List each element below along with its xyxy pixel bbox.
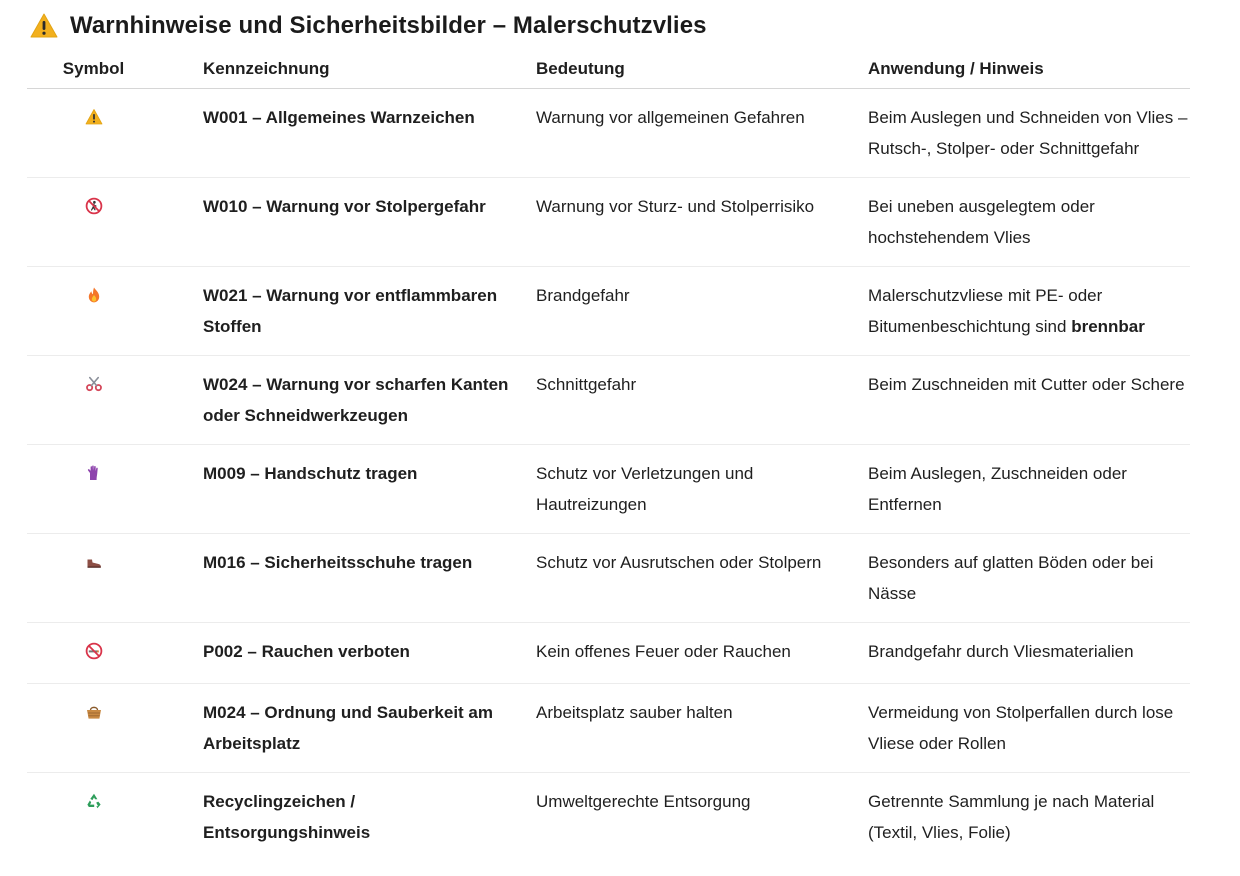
sign-note-cell bbox=[868, 89, 1190, 178]
table-row bbox=[27, 773, 1190, 862]
sign-note-cell bbox=[868, 267, 1190, 356]
sign-code-cell: W024 – Warnung vor scharfen Kanten oder Schneidwerkzeugen bbox=[160, 356, 536, 445]
note-emphasis: brennbar bbox=[1071, 317, 1145, 336]
sign-code-cell: W010 – Warnung vor Stolpergefahr bbox=[160, 178, 536, 267]
column-header-code: Kennzeichnung bbox=[160, 50, 536, 89]
safety-signs-table bbox=[27, 50, 1190, 861]
note-text: Beim Auslegen und Schneiden von Vlies – Rutsch-, Stolper- oder Schnittgefahr bbox=[868, 108, 1188, 158]
warning-triangle-icon bbox=[30, 12, 58, 40]
glove-icon bbox=[85, 464, 103, 482]
sign-meaning-cell: Warnung vor allgemeinen Gefahren bbox=[536, 89, 868, 178]
sign-meaning-cell: Warnung vor Sturz- und Stolperrisiko bbox=[536, 178, 868, 267]
table-row bbox=[27, 623, 1190, 684]
no-smoking-icon bbox=[85, 642, 103, 660]
symbol-cell bbox=[27, 534, 160, 623]
sign-code-cell: W001 – Allgemeines Warnzeichen bbox=[160, 89, 536, 178]
sign-meaning-cell: Schnittgefahr bbox=[536, 356, 868, 445]
note-text: Besonders auf glatten Böden oder bei Nässe bbox=[868, 553, 1154, 603]
symbol-cell bbox=[27, 623, 160, 684]
note-text: Malerschutzvliese mit PE- oder Bitumenbeschichtung sind bbox=[868, 286, 1103, 336]
sign-meaning-cell: Arbeitsplatz sauber halten bbox=[536, 684, 868, 773]
table-row bbox=[27, 445, 1190, 534]
table-row bbox=[27, 267, 1190, 356]
fire-icon bbox=[85, 286, 103, 304]
note-text: Bei uneben ausgelegtem oder hochstehendem Vlies bbox=[868, 197, 1095, 247]
recycling-icon bbox=[85, 792, 103, 810]
column-header-note: Anwendung / Hinweis bbox=[868, 50, 1190, 89]
sign-code-cell: M016 – Sicherheitsschuhe tragen bbox=[160, 534, 536, 623]
sign-note-cell bbox=[868, 534, 1190, 623]
sign-code-cell: M009 – Handschutz tragen bbox=[160, 445, 536, 534]
sign-meaning-cell: Brandgefahr bbox=[536, 267, 868, 356]
note-text: Beim Auslegen, Zuschneiden oder Entfernen bbox=[868, 464, 1127, 514]
table-row bbox=[27, 534, 1190, 623]
sign-meaning-cell: Kein offenes Feuer oder Rauchen bbox=[536, 623, 868, 684]
table-row bbox=[27, 356, 1190, 445]
symbol-cell bbox=[27, 445, 160, 534]
table-header-row bbox=[27, 50, 1190, 89]
warning-triangle-icon bbox=[85, 108, 103, 126]
sign-note-cell bbox=[868, 684, 1190, 773]
table-row bbox=[27, 178, 1190, 267]
sign-code-cell: P002 – Rauchen verboten bbox=[160, 623, 536, 684]
column-header-symbol: Symbol bbox=[27, 50, 160, 89]
sign-note-cell bbox=[868, 623, 1190, 684]
page-title-row bbox=[30, 8, 707, 44]
symbol-cell bbox=[27, 178, 160, 267]
sign-meaning-cell: Schutz vor Verletzungen und Hautreizungen bbox=[536, 445, 868, 534]
sign-note-cell bbox=[868, 773, 1190, 862]
scissors-icon bbox=[85, 375, 103, 393]
boot-icon bbox=[85, 553, 103, 571]
symbol-cell bbox=[27, 267, 160, 356]
sign-meaning-cell: Umweltgerechte Entsorgung bbox=[536, 792, 751, 811]
table-row bbox=[27, 684, 1190, 773]
note-text: Beim Zuschneiden mit Cutter oder Schere bbox=[868, 375, 1185, 394]
no-pedestrians-icon bbox=[85, 197, 103, 215]
symbol-cell bbox=[27, 89, 160, 178]
sign-code-cell: Recyclingzeichen / Entsorgungshinweis bbox=[203, 792, 371, 842]
sign-code-cell: W021 – Warnung vor entflammbaren Stoffen bbox=[160, 267, 536, 356]
symbol-cell bbox=[27, 684, 160, 773]
note-text: Vermeidung von Stolperfallen durch lose Vliese oder Rollen bbox=[868, 703, 1174, 753]
sign-meaning-cell: Schutz vor Ausrutschen oder Stolpern bbox=[536, 534, 868, 623]
basket-icon bbox=[85, 703, 103, 721]
column-header-meaning: Bedeutung bbox=[536, 50, 868, 89]
page-title: Warnhinweise und Sicherheitsbilder – Malerschutzvlies bbox=[70, 12, 707, 39]
symbol-cell bbox=[27, 356, 160, 445]
symbol-cell bbox=[27, 773, 160, 862]
sign-note-cell bbox=[868, 445, 1190, 534]
sign-note-cell bbox=[868, 356, 1190, 445]
sign-code-cell: M024 – Ordnung und Sauberkeit am Arbeitsplatz bbox=[160, 684, 536, 773]
note-text: Getrennte Sammlung je nach Material (Textil, Vlies, Folie) bbox=[868, 792, 1155, 842]
sign-note-cell bbox=[868, 178, 1190, 267]
table-row bbox=[27, 89, 1190, 178]
note-text: Brandgefahr durch Vliesmaterialien bbox=[868, 642, 1134, 661]
